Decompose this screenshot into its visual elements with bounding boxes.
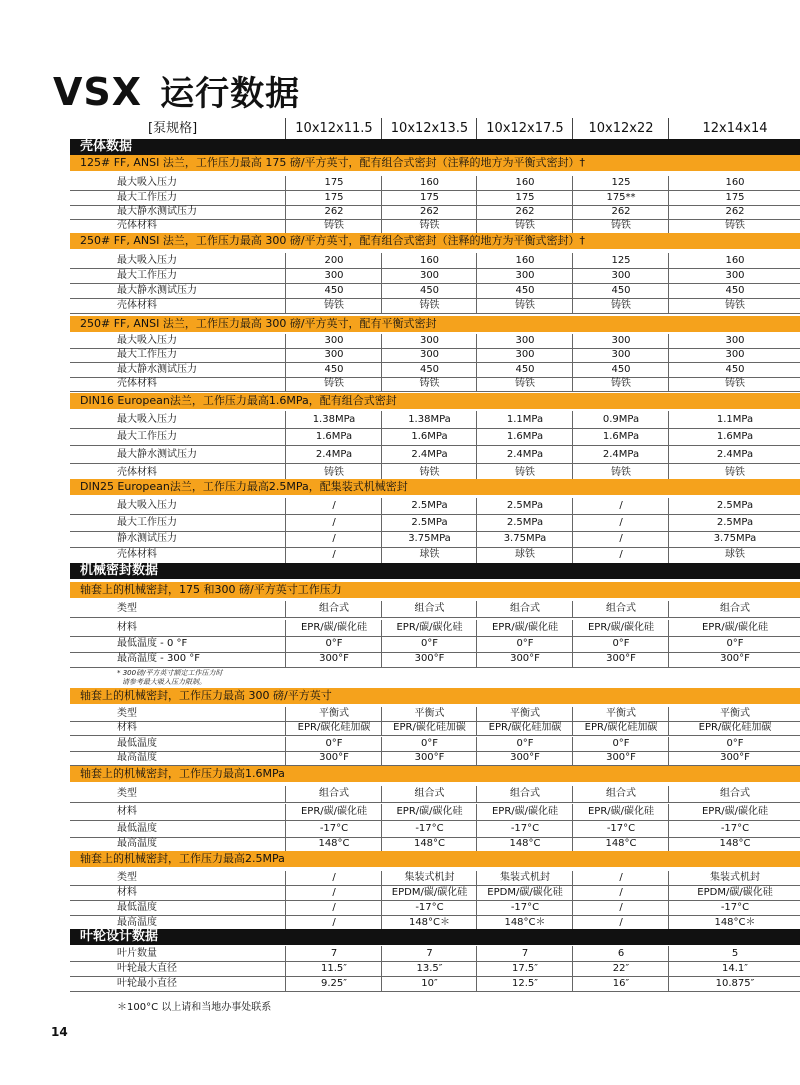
table-row — [70, 498, 800, 515]
row-label: 最大工作压力 — [117, 431, 177, 442]
table-cell: 300 — [476, 348, 573, 362]
table-cell: 450 — [668, 363, 800, 377]
table-cell: 160 — [476, 176, 573, 190]
table-row — [70, 253, 800, 269]
table-cell: 0°F — [668, 737, 800, 751]
title-prefix: VSX — [53, 70, 143, 114]
table-cell: 450 — [381, 283, 477, 298]
table-cell: EPR/碳/碳化硅 — [381, 620, 477, 636]
row-label: 最低温度 - 0 °F — [117, 638, 188, 649]
table-cell: 450 — [381, 363, 477, 377]
table-cell: 13.5″ — [381, 961, 477, 976]
table-row — [70, 601, 800, 618]
table-row — [70, 751, 800, 766]
table-cell: 300°F — [572, 651, 669, 667]
table-cell: 300 — [668, 334, 800, 348]
table-cell: 300 — [572, 348, 669, 362]
table-row — [70, 721, 800, 736]
table-cell: 1.6MPa — [668, 428, 800, 445]
table-cell: 7 — [285, 946, 382, 961]
table-cell: 3.75MPa — [381, 531, 477, 547]
table-cell: EPR/碳化硅加碳 — [476, 721, 573, 735]
row-label: 壳体材料 — [117, 300, 157, 311]
table-cell: 160 — [381, 176, 477, 190]
table-row — [70, 651, 800, 668]
table-cell: 450 — [285, 363, 382, 377]
table-cell: EPR/碳/碳化硅 — [572, 620, 669, 636]
table-cell: 148°C — [381, 836, 477, 852]
table-cell: 组合式 — [476, 786, 573, 802]
table-cell: / — [285, 498, 382, 514]
table-row — [70, 363, 800, 378]
table-cell: 0°F — [476, 737, 573, 751]
table-cell: 125 — [572, 176, 669, 190]
table-cell: 17.5″ — [476, 961, 573, 976]
row-label: 叶轮最小直径 — [117, 978, 177, 989]
table-cell: 9.25″ — [285, 976, 382, 991]
table-row — [70, 428, 800, 446]
table-row — [70, 176, 800, 191]
table-cell: EPR/碳/碳化硅 — [476, 804, 573, 820]
table-cell: 铸铁 — [381, 219, 477, 233]
table-cell: 铸铁 — [668, 298, 800, 313]
group-heading: 轴套上的机械密封，工作压力最高2.5MPa — [70, 851, 800, 867]
table-cell: 175 — [381, 191, 477, 205]
row-label: 最大静水测试压力 — [117, 206, 197, 217]
table-cell: 组合式 — [476, 601, 573, 617]
table-cell: 262 — [476, 205, 573, 219]
table-cell: 2.4MPa — [285, 446, 382, 463]
table-cell: 300 — [572, 334, 669, 348]
table-cell: 262 — [381, 205, 477, 219]
table-cell: 球铁 — [381, 547, 477, 563]
table-row — [70, 886, 800, 901]
table-cell: 组合式 — [381, 601, 477, 617]
table-cell: 262 — [285, 205, 382, 219]
table-cell: 148°C＊ — [668, 916, 800, 930]
table-cell: EPDM/碳/碳化硅 — [476, 886, 573, 900]
table-cell: 2.4MPa — [668, 446, 800, 463]
column-header-row — [70, 118, 800, 140]
row-label: 叶轮最大直径 — [117, 963, 177, 974]
table-cell: 1.6MPa — [476, 428, 573, 445]
table-cell: -17°C — [668, 901, 800, 915]
table-cell: 300 — [668, 268, 800, 283]
table-cell: EPR/碳/碳化硅 — [285, 620, 382, 636]
table-cell: 铸铁 — [572, 298, 669, 313]
table-cell: EPR/碳/碳化硅 — [572, 804, 669, 820]
table-cell: 铸铁 — [668, 377, 800, 391]
table-cell: -17°C — [381, 901, 477, 915]
column-header-4: 10x12x22 — [572, 118, 669, 139]
table-cell: 148°C＊ — [381, 916, 477, 930]
table-cell: 300°F — [668, 651, 800, 667]
table-cell: 1.38MPa — [285, 411, 382, 428]
table-cell: 2.5MPa — [381, 515, 477, 531]
group-heading: 250# FF, ANSI 法兰，工作压力最高 300 磅/平方英寸，配有平衡式密封 — [70, 316, 800, 332]
table-cell: -17°C — [476, 901, 573, 915]
table-cell: 组合式 — [572, 786, 669, 802]
table-cell: 148°C — [572, 836, 669, 852]
table-cell: 铸铁 — [668, 219, 800, 233]
table-cell: 300 — [668, 348, 800, 362]
table-cell: 平衡式 — [572, 707, 669, 721]
table-cell: 1.6MPa — [381, 428, 477, 445]
group-heading: 轴套上的机械密封，175 和300 磅/平方英寸工作压力 — [70, 582, 800, 598]
section-heading: 壳体数据 — [70, 139, 800, 155]
table-cell: 300 — [381, 348, 477, 362]
table-cell: 450 — [476, 283, 573, 298]
row-label: 壳体材料 — [117, 549, 157, 560]
table-cell: EPR/碳化硅加碳 — [285, 721, 382, 735]
table-cell: EPR/碳/碳化硅 — [476, 620, 573, 636]
table-cell: 球铁 — [476, 547, 573, 563]
table-cell: 11.5″ — [285, 961, 382, 976]
table-cell: 450 — [476, 363, 573, 377]
row-label: 最大吸入压力 — [117, 500, 177, 511]
column-header-1: 10x12x11.5 — [285, 118, 382, 139]
table-cell: EPR/碳/碳化硅 — [668, 804, 800, 820]
table-cell: -17°C — [668, 821, 800, 837]
table-cell: 集装式机封 — [476, 871, 573, 885]
row-label: 最大静水测试压力 — [117, 285, 197, 296]
table-cell: 平衡式 — [668, 707, 800, 721]
table-cell: 铸铁 — [381, 377, 477, 391]
footnote: ＊100°C 以上请和当地办事处联系 — [117, 1002, 272, 1013]
table-cell: 5 — [668, 946, 800, 961]
row-label: 最低温度 — [117, 823, 157, 834]
table-cell: / — [285, 515, 382, 531]
table-cell: 160 — [381, 253, 477, 268]
table-row — [70, 976, 800, 992]
row-label: 最高温度 — [117, 917, 157, 928]
table-cell: / — [572, 871, 669, 885]
table-cell: 1.1MPa — [476, 411, 573, 428]
table-cell: EPR/碳/碳化硅 — [381, 804, 477, 820]
table-cell: 2.5MPa — [668, 498, 800, 514]
table-cell: / — [285, 901, 382, 915]
table-cell: 300 — [381, 334, 477, 348]
table-cell: 450 — [668, 283, 800, 298]
table-cell: 组合式 — [381, 786, 477, 802]
table-cell: 1.1MPa — [668, 411, 800, 428]
table-cell: 铸铁 — [285, 464, 382, 481]
row-label: 壳体材料 — [117, 220, 157, 231]
table-cell: 1.38MPa — [381, 411, 477, 428]
table-row — [70, 737, 800, 752]
table-row — [70, 219, 800, 234]
table-cell: 2.4MPa — [381, 446, 477, 463]
column-header-label: [泵规格] — [148, 121, 198, 136]
table-row — [70, 620, 800, 637]
row-label: 壳体材料 — [117, 467, 157, 478]
table-cell: 0°F — [381, 636, 477, 652]
table-cell: 200 — [285, 253, 382, 268]
row-label: 最大工作压力 — [117, 517, 177, 528]
group-heading: 轴套上的机械密封，工作压力最高1.6MPa — [70, 766, 800, 782]
table-cell: 铸铁 — [476, 377, 573, 391]
table-cell: / — [572, 901, 669, 915]
table-cell: 175 — [476, 191, 573, 205]
table-cell: 0°F — [668, 636, 800, 652]
row-label: 壳体材料 — [117, 378, 157, 389]
row-label: 最大静水测试压力 — [117, 364, 197, 375]
table-cell: EPDM/碳/碳化硅 — [381, 886, 477, 900]
row-label: 材料 — [117, 622, 137, 633]
table-row — [70, 334, 800, 349]
table-cell: 铸铁 — [381, 464, 477, 481]
table-cell: EPR/碳化硅加碳 — [668, 721, 800, 735]
table-cell: 300°F — [285, 751, 382, 765]
table-cell: 450 — [572, 363, 669, 377]
row-label: 最高温度 — [117, 838, 157, 849]
table-cell: 148°C — [476, 836, 573, 852]
table-cell: 300°F — [476, 751, 573, 765]
row-label: 类型 — [117, 708, 137, 719]
table-cell: 组合式 — [285, 601, 382, 617]
table-cell: 组合式 — [285, 786, 382, 802]
row-label: 最大静水测试压力 — [117, 449, 197, 460]
group-heading: DIN25 European法兰，工作压力最高2.5MPa，配集装式机械密封 — [70, 479, 800, 495]
table-cell: 1.6MPa — [285, 428, 382, 445]
column-header-5: 12x14x14 — [668, 118, 800, 139]
row-label: 最大工作压力 — [117, 270, 177, 281]
table-cell: 300 — [476, 268, 573, 283]
table-cell: 铸铁 — [285, 219, 382, 233]
table-cell: 10.875″ — [668, 976, 800, 991]
table-cell: 12.5″ — [476, 976, 573, 991]
column-header-2: 10x12x13.5 — [381, 118, 477, 139]
table-row — [70, 804, 800, 821]
row-label: 最大吸入压力 — [117, 177, 177, 188]
group-heading: 125# FF, ANSI 法兰，工作压力最高 175 磅/平方英寸，配有组合式密封（注释的地方为平衡式密封）† — [70, 155, 800, 171]
section-heading: 机械密封数据 — [70, 563, 800, 579]
table-cell: 7 — [381, 946, 477, 961]
row-label: 静水测试压力 — [117, 533, 177, 544]
page-number: 14 — [51, 1025, 68, 1039]
table-cell: EPR/碳/碳化硅 — [285, 804, 382, 820]
table-cell: 300°F — [572, 751, 669, 765]
table-cell: 1.6MPa — [572, 428, 669, 445]
page-title — [53, 66, 300, 115]
table-cell: 160 — [476, 253, 573, 268]
table-row — [70, 707, 800, 722]
note-line: 请参考最大吸入压力限制。 — [122, 678, 206, 686]
row-label: 类型 — [117, 872, 137, 883]
table-cell: 300 — [285, 348, 382, 362]
table-cell: 2.5MPa — [381, 498, 477, 514]
table-cell: 300 — [572, 268, 669, 283]
table-row — [70, 205, 800, 220]
table-cell: 6 — [572, 946, 669, 961]
group-heading: 轴套上的机械密封，工作压力最高 300 磅/平方英寸 — [70, 688, 800, 704]
table-cell: -17°C — [381, 821, 477, 837]
table-cell: 0°F — [572, 636, 669, 652]
table-cell: 148°C — [285, 836, 382, 852]
table-cell: / — [285, 531, 382, 547]
group-heading: DIN16 European法兰，工作压力最高1.6MPa，配有组合式密封 — [70, 393, 800, 409]
row-label: 最高温度 — [117, 752, 157, 763]
table-cell: 0°F — [476, 636, 573, 652]
table-cell: 球铁 — [668, 547, 800, 563]
table-cell: EPR/碳/碳化硅 — [668, 620, 800, 636]
table-cell: 铸铁 — [572, 219, 669, 233]
table-cell: 组合式 — [668, 786, 800, 802]
table-cell: / — [572, 498, 669, 514]
table-cell: 262 — [668, 205, 800, 219]
table-cell: / — [285, 886, 382, 900]
table-row — [70, 547, 800, 564]
table-cell: 0°F — [572, 737, 669, 751]
row-label: 最大吸入压力 — [117, 414, 177, 425]
row-label: 类型 — [117, 788, 137, 799]
row-label: 最大工作压力 — [117, 349, 177, 360]
table-cell: 集装式机封 — [381, 871, 477, 885]
table-cell: / — [285, 916, 382, 930]
table-cell: 铸铁 — [381, 298, 477, 313]
row-label: 叶片数量 — [117, 948, 157, 959]
table-cell: 300°F — [381, 751, 477, 765]
row-label: 材料 — [117, 722, 137, 733]
table-cell: 300°F — [381, 651, 477, 667]
table-row — [70, 348, 800, 363]
table-cell: 3.75MPa — [476, 531, 573, 547]
group-heading: 250# FF, ANSI 法兰，工作压力最高 300 磅/平方英寸，配有组合式密封（注释的地方为平衡式密封）† — [70, 233, 800, 249]
table-cell: 300 — [476, 334, 573, 348]
row-label: 最低温度 — [117, 902, 157, 913]
note-line: * 300磅/平方英寸额定工作压力时 — [117, 669, 223, 677]
table-cell: EPR/碳化硅加碳 — [381, 721, 477, 735]
title-main: 运行数据 — [160, 74, 301, 114]
row-label: 材料 — [117, 887, 137, 898]
row-label: 最低温度 — [117, 738, 157, 749]
table-row — [70, 446, 800, 464]
table-cell: 300 — [381, 268, 477, 283]
table-cell: -17°C — [476, 821, 573, 837]
table-cell: 148°C — [668, 836, 800, 852]
table-cell: 125 — [572, 253, 669, 268]
table-cell: / — [572, 531, 669, 547]
table-row — [70, 871, 800, 886]
row-label: 最大吸入压力 — [117, 335, 177, 346]
table-row — [70, 961, 800, 977]
table-row — [70, 786, 800, 803]
row-label: 材料 — [117, 806, 137, 817]
table-cell: 铸铁 — [572, 464, 669, 481]
table-cell: 300°F — [476, 651, 573, 667]
table-cell: 0°F — [285, 636, 382, 652]
table-cell: 铸铁 — [285, 377, 382, 391]
row-label: 类型 — [117, 603, 137, 614]
table-cell: 铸铁 — [476, 298, 573, 313]
table-cell: 铸铁 — [285, 298, 382, 313]
table-cell: 铸铁 — [476, 464, 573, 481]
table-cell: 7 — [476, 946, 573, 961]
table-cell: 2.4MPa — [572, 446, 669, 463]
table-cell: 148°C＊ — [476, 916, 573, 930]
table-cell: / — [572, 515, 669, 531]
table-cell: / — [572, 547, 669, 563]
table-cell: 铸铁 — [476, 219, 573, 233]
table-cell: 175** — [572, 191, 669, 205]
table-cell: 平衡式 — [285, 707, 382, 721]
section-heading: 叶轮设计数据 — [70, 929, 800, 945]
table-cell: 300 — [285, 268, 382, 283]
table-cell: 262 — [572, 205, 669, 219]
table-cell: 10″ — [381, 976, 477, 991]
table-cell: 2.5MPa — [668, 515, 800, 531]
table-cell: 组合式 — [572, 601, 669, 617]
table-cell: 组合式 — [668, 601, 800, 617]
table-cell: 450 — [572, 283, 669, 298]
group-note — [117, 669, 222, 687]
table-row — [70, 515, 800, 532]
column-header-3: 10x12x17.5 — [476, 118, 573, 139]
table-row — [70, 298, 800, 314]
table-cell: 450 — [285, 283, 382, 298]
table-cell: 16″ — [572, 976, 669, 991]
table-cell: 14.1″ — [668, 961, 800, 976]
table-cell: 175 — [285, 191, 382, 205]
table-row — [70, 268, 800, 284]
table-cell: 300°F — [285, 651, 382, 667]
table-cell: / — [572, 916, 669, 930]
table-cell: 平衡式 — [476, 707, 573, 721]
row-label: 最大工作压力 — [117, 192, 177, 203]
table-cell: 铸铁 — [668, 464, 800, 481]
table-cell: -17°C — [285, 821, 382, 837]
table-cell: / — [285, 547, 382, 563]
table-row — [70, 191, 800, 206]
row-label: 最高温度 - 300 °F — [117, 653, 200, 664]
table-cell: 集装式机封 — [668, 871, 800, 885]
table-cell: 300°F — [668, 751, 800, 765]
table-row — [70, 531, 800, 548]
table-cell: EPR/碳化硅加碳 — [572, 721, 669, 735]
table-cell: 2.5MPa — [476, 498, 573, 514]
table-cell: 铸铁 — [572, 377, 669, 391]
table-cell: 160 — [668, 253, 800, 268]
table-row — [70, 946, 800, 962]
table-cell: / — [572, 886, 669, 900]
table-cell: -17°C — [572, 821, 669, 837]
table-cell: / — [285, 871, 382, 885]
table-cell: 175 — [285, 176, 382, 190]
table-cell: 160 — [668, 176, 800, 190]
table-cell: 2.5MPa — [476, 515, 573, 531]
table-cell: EPDM/碳/碳化硅 — [668, 886, 800, 900]
table-row — [70, 377, 800, 392]
table-cell: 0.9MPa — [572, 411, 669, 428]
table-cell: 平衡式 — [381, 707, 477, 721]
table-cell: 3.75MPa — [668, 531, 800, 547]
table-cell: 0°F — [381, 737, 477, 751]
table-cell: 300 — [285, 334, 382, 348]
table-row — [70, 411, 800, 429]
table-row — [70, 283, 800, 299]
row-label: 最大吸入压力 — [117, 255, 177, 266]
table-cell: 175 — [668, 191, 800, 205]
table-cell: 2.4MPa — [476, 446, 573, 463]
table-cell: 0°F — [285, 737, 382, 751]
table-cell: 22″ — [572, 961, 669, 976]
table-row — [70, 901, 800, 916]
